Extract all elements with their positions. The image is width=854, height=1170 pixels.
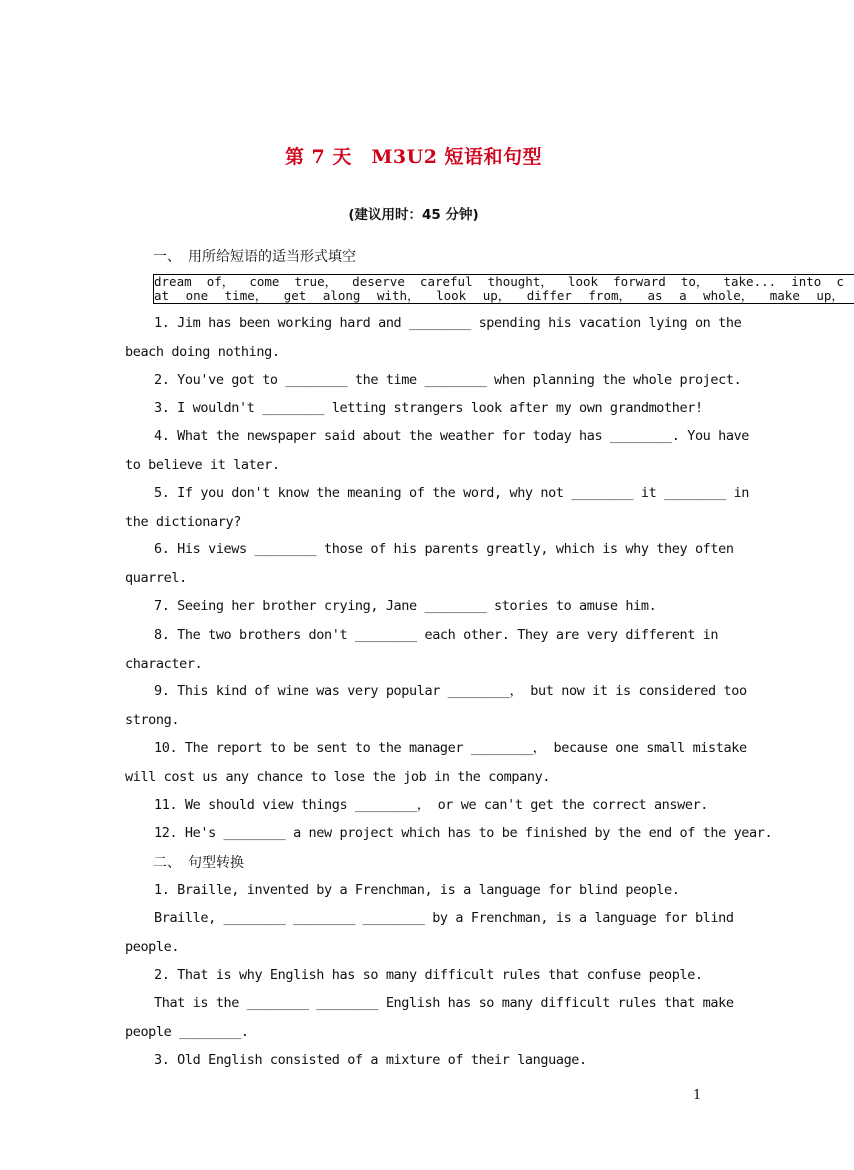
suggested-time: (建议用时：45 分钟)	[348, 207, 479, 223]
question-6	[125, 535, 734, 592]
question-text: 3. I wouldn't ________ letting strangers look after my own grandmother!	[154, 400, 703, 416]
phrase-word: come	[249, 274, 280, 289]
transform-text: That is the ________ ________ English has so many difficult rules that make	[154, 995, 734, 1011]
phrase-word: dream	[154, 274, 192, 289]
question-text-cont: to believe it later.	[125, 456, 280, 473]
question-text-cont: quarrel.	[125, 569, 187, 586]
transform-text-cont: people ________.	[125, 1023, 249, 1040]
phrase-word: deserve	[352, 274, 405, 289]
transform-text: 1. Braille, invented by a Frenchman, is a language for blind people.	[154, 882, 680, 898]
question-text: 1. Jim has been working hard and ________ spending his vacation lying on the	[154, 315, 742, 331]
transform-item	[125, 876, 705, 905]
phrase-word: time，	[224, 288, 268, 303]
phrase-line-1	[154, 275, 844, 289]
phrase-word: from，	[588, 288, 632, 303]
phrase-word: make	[769, 288, 800, 303]
question-text: 9. This kind of wine was very popular ________， but now it is considered too	[154, 683, 747, 699]
question-2	[125, 366, 742, 395]
question-11	[125, 791, 709, 820]
question-12	[125, 819, 773, 848]
phrase-word: at	[154, 288, 170, 303]
page-title: 第 7 天 M3U2 短语和句型	[284, 146, 543, 168]
phrase-word: thought，	[487, 274, 553, 289]
phrase-word: along	[322, 288, 361, 303]
transform-text: 2. That is why English has so many difficult rules that confuse people.	[154, 967, 703, 983]
question-text: 8. The two brothers don't ________ each other. They are very different in	[154, 627, 719, 643]
question-text: 5. If you don't know the meaning of the word, why not ________ it ________ in	[154, 485, 750, 501]
phrase-word: differ	[526, 288, 572, 303]
section-heading-transform: 二、 句型转换	[153, 855, 244, 871]
question-1	[125, 309, 742, 366]
phrase-word: as	[647, 288, 663, 303]
transform-text: Braille, ________ ________ ________ by a Frenchman, is a language for blind	[154, 910, 734, 926]
question-text: 11. We should view things ________， or we can't get the correct answer.	[154, 797, 709, 813]
question-text: 4. What the newspaper said about the weather for today has ________. You have	[154, 428, 750, 444]
phrase-word: to，	[680, 274, 709, 289]
phrase-word: into	[791, 274, 822, 289]
transform-item	[125, 961, 705, 990]
question-5	[125, 479, 750, 536]
phrase-word: one	[185, 288, 209, 303]
question-text: 12. He's ________ a new project which has to be finished by the end of the year.	[154, 825, 773, 841]
phrase-word: true，	[294, 274, 338, 289]
question-text-cont: character.	[125, 655, 203, 672]
question-text-cont: beach doing nothing.	[125, 343, 280, 360]
phrase-word: a	[679, 288, 687, 303]
question-9	[125, 677, 747, 734]
transform-item	[125, 989, 734, 1046]
question-8	[125, 621, 719, 678]
question-10	[125, 734, 747, 791]
question-text-cont: strong.	[125, 711, 180, 728]
question-text: 7. Seeing her brother crying, Jane ________ stories to amuse him.	[154, 598, 657, 614]
phrase-word: get	[283, 288, 307, 303]
question-3	[125, 394, 705, 423]
phrase-word: whole，	[703, 288, 754, 303]
phrase-word: of，	[206, 274, 235, 289]
phrase-word: with，	[376, 288, 420, 303]
transform-text: 3. Old English consisted of a mixture of their language.	[154, 1052, 587, 1068]
transform-item	[125, 904, 734, 961]
phrase-word: look	[436, 288, 467, 303]
page-number: 1	[693, 1088, 702, 1103]
phrase-word: up，	[816, 288, 844, 303]
question-text: 2. You've got to ________ the time ________ when planning the whole project.	[154, 372, 742, 388]
question-text: 6. His views ________ those of his parents greatly, which is why they often	[154, 541, 734, 557]
section-heading-fill-blanks: 一、 用所给短语的适当形式填空	[153, 249, 356, 265]
question-4	[125, 422, 750, 479]
question-text-cont: the dictionary?	[125, 513, 241, 530]
phrase-word: up，	[482, 288, 511, 303]
phrase-word: careful	[419, 274, 473, 289]
question-text-cont: will cost us any chance to lose the job in the company.	[125, 768, 551, 785]
transform-text-cont: people.	[125, 938, 180, 955]
phrase-line-2	[154, 289, 844, 303]
phrase-word: look	[567, 274, 599, 289]
phrase-word: forward	[613, 274, 666, 289]
phrase-word: c	[836, 274, 844, 289]
phrase-box	[153, 274, 854, 304]
phrase-word: take...	[723, 274, 777, 289]
question-text: 10. The report to be sent to the manager ________， because one small mistake	[154, 740, 747, 756]
transform-item	[125, 1046, 705, 1075]
question-7	[125, 592, 705, 621]
